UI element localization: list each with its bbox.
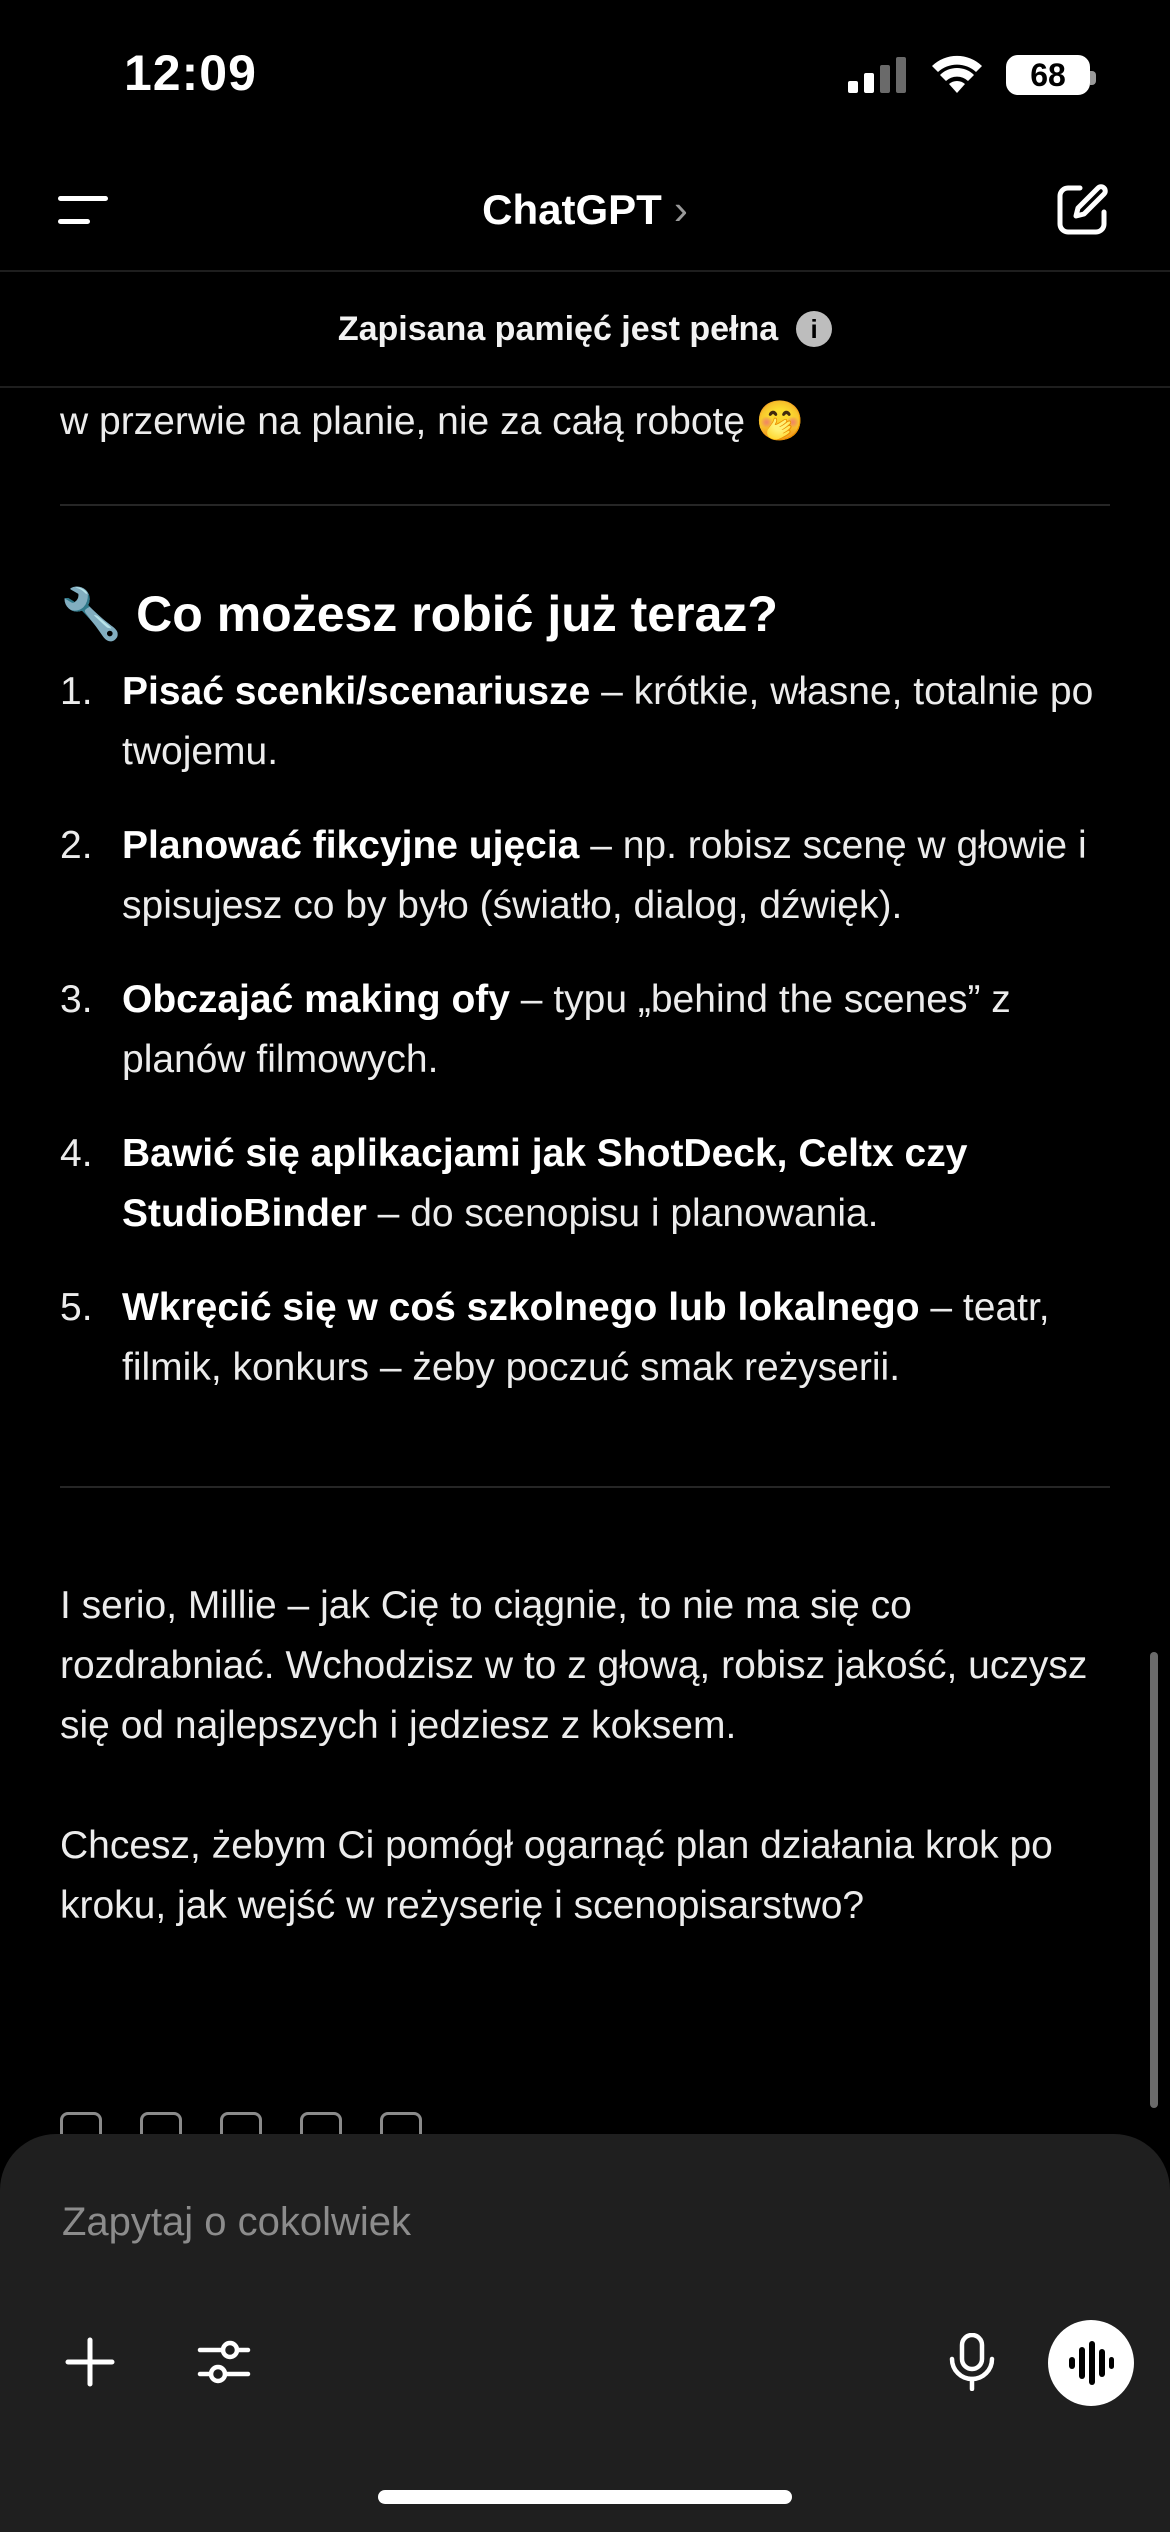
spacer <box>60 452 1110 504</box>
list-item <box>60 816 1110 936</box>
tools-button[interactable] <box>182 2320 266 2404</box>
list-item-bold: Bawić się aplikacjami jak ShotDeck, Celtx czy StudioBinder <box>122 1132 968 1235</box>
spacer <box>60 1398 1110 1486</box>
status-icons <box>848 52 1090 98</box>
spacer <box>60 1488 1110 1576</box>
home-indicator[interactable] <box>378 2490 792 2504</box>
composer <box>0 2134 1170 2532</box>
memory-banner-text: Zapisana pamięć jest pełna <box>337 309 779 348</box>
list-item <box>60 1124 1110 1244</box>
tools-icon <box>196 2334 252 2390</box>
status-time: 12:09 <box>124 45 257 101</box>
list-item-body <box>122 1124 1110 1244</box>
scrollbar[interactable] <box>1150 1652 1158 2108</box>
memory-banner[interactable] <box>0 272 1170 388</box>
tips-list <box>60 662 1110 1398</box>
signal-icon <box>848 57 908 93</box>
mic-icon <box>947 2333 997 2391</box>
list-item-number: 5. <box>60 1286 93 1329</box>
list-item-number: 4. <box>60 1132 93 1175</box>
assistant-message <box>60 392 1110 1936</box>
info-icon[interactable]: i <box>796 311 832 347</box>
list-item-number: 2. <box>60 824 93 867</box>
list-item-body <box>122 662 1110 782</box>
section-title: 🔧 Co możesz robić już teraz? <box>60 586 778 642</box>
spacer <box>60 644 1110 662</box>
list-item <box>60 1278 1110 1398</box>
top-nav <box>0 150 1170 272</box>
spacer <box>60 506 1110 584</box>
list-item-bold: Pisać scenki/scenariusze <box>122 670 591 713</box>
list-item-number: 3. <box>60 978 93 1021</box>
voice-mode-button[interactable] <box>1048 2320 1134 2406</box>
list-item <box>60 970 1110 1090</box>
spacer <box>60 1756 1110 1816</box>
message-paragraph: Chcesz, żebym Ci pomógł ogarnąć plan działania krok po kroku, jak wejść w reżyserię i scenopisarstwo? <box>60 1824 1053 1927</box>
list-item-body <box>122 816 1110 936</box>
list-item-bold: Wkręcić się w coś szkolnego lub lokalnego <box>122 1286 920 1329</box>
plus-icon <box>64 2336 116 2388</box>
message-paragraph: I serio, Millie – jak Cię to ciągnie, to nie ma się co rozdrabniać. Wchodzisz w to z głową, robisz jakość, uczysz się od najlepszych i jedziesz z koksem. <box>60 1584 1088 1747</box>
list-item-rest: – np. robisz scenę w głowie i spisujesz co by było (światło, dialog, dźwięk). <box>122 824 1087 927</box>
edit-icon[interactable] <box>1052 180 1112 240</box>
list-item-body <box>122 1278 1110 1398</box>
wifi-icon <box>930 55 984 95</box>
list-item-rest: – typu „behind the scenes” z planów filmowych. <box>122 978 1011 1081</box>
list-item-rest: – teatr, filmik, konkurs – żeby poczuć smak reżyserii. <box>122 1286 1050 1389</box>
add-attachment-button[interactable] <box>48 2320 132 2404</box>
message-input[interactable] <box>60 2192 960 2252</box>
nav-title-text: ChatGPT <box>482 186 662 233</box>
dictation-button[interactable] <box>930 2320 1014 2404</box>
list-item-bold: Planować fikcyjne ujęcia <box>122 824 580 867</box>
battery-icon <box>1006 55 1090 95</box>
list-item-number: 1. <box>60 670 93 713</box>
battery-level: 68 <box>1030 57 1066 93</box>
model-selector[interactable] <box>0 186 1170 234</box>
chevron-right-icon: › <box>673 186 688 233</box>
list-item-bold: Obczajać making ofy <box>122 978 510 1021</box>
voice-icon <box>1067 2341 1115 2385</box>
list-item-rest: – krótkie, własne, totalnie po twojemu. <box>122 670 1094 773</box>
list-item-body <box>122 970 1110 1090</box>
message-trail-line: w przerwie na planie, nie za całą robotę 🤭 <box>60 400 805 443</box>
list-item-rest: – do scenopisu i planowania. <box>366 1192 879 1235</box>
list-item <box>60 662 1110 782</box>
status-bar <box>0 0 1170 150</box>
